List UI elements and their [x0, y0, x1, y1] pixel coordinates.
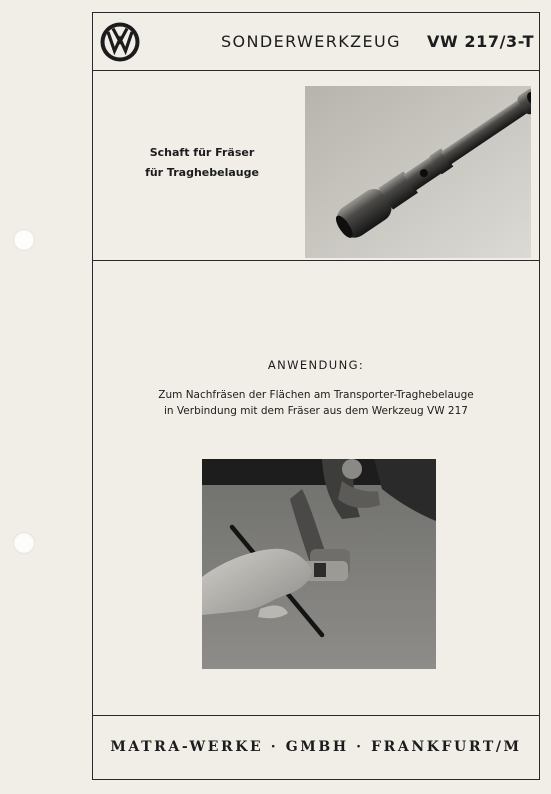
tool-description: [117, 143, 287, 183]
usage-line-1: Zum Nachfräsen der Flächen am Transporter-Traghebelauge: [158, 389, 474, 401]
section-divider: [93, 260, 539, 261]
vw-logo-icon: [99, 21, 141, 63]
usage-heading: ANWENDUNG:: [267, 358, 365, 372]
usage-line-2: in Verbindung mit dem Fräser aus dem Werkzeug VW 217: [164, 405, 468, 417]
footer-divider: [93, 715, 539, 716]
tool-sheet-frame: [92, 12, 540, 780]
tool-name-line-1: Schaft für Fräser: [149, 146, 255, 159]
usage-description: [93, 387, 539, 419]
usage-photo: [202, 459, 436, 669]
header-divider: [93, 70, 539, 71]
manufacturer-footer: MATRA-WERKE · GMBH · FRANKFURT/M: [110, 739, 522, 755]
tool-number: VW 217/3-T: [427, 32, 535, 51]
tool-name-line-2: für Traghebelauge: [145, 166, 259, 179]
binder-hole-top: [13, 229, 35, 251]
document-title: SONDERWERKZEUG: [221, 32, 401, 51]
tool-shaft-photo: [305, 86, 531, 258]
binder-hole-bottom: [13, 532, 35, 554]
